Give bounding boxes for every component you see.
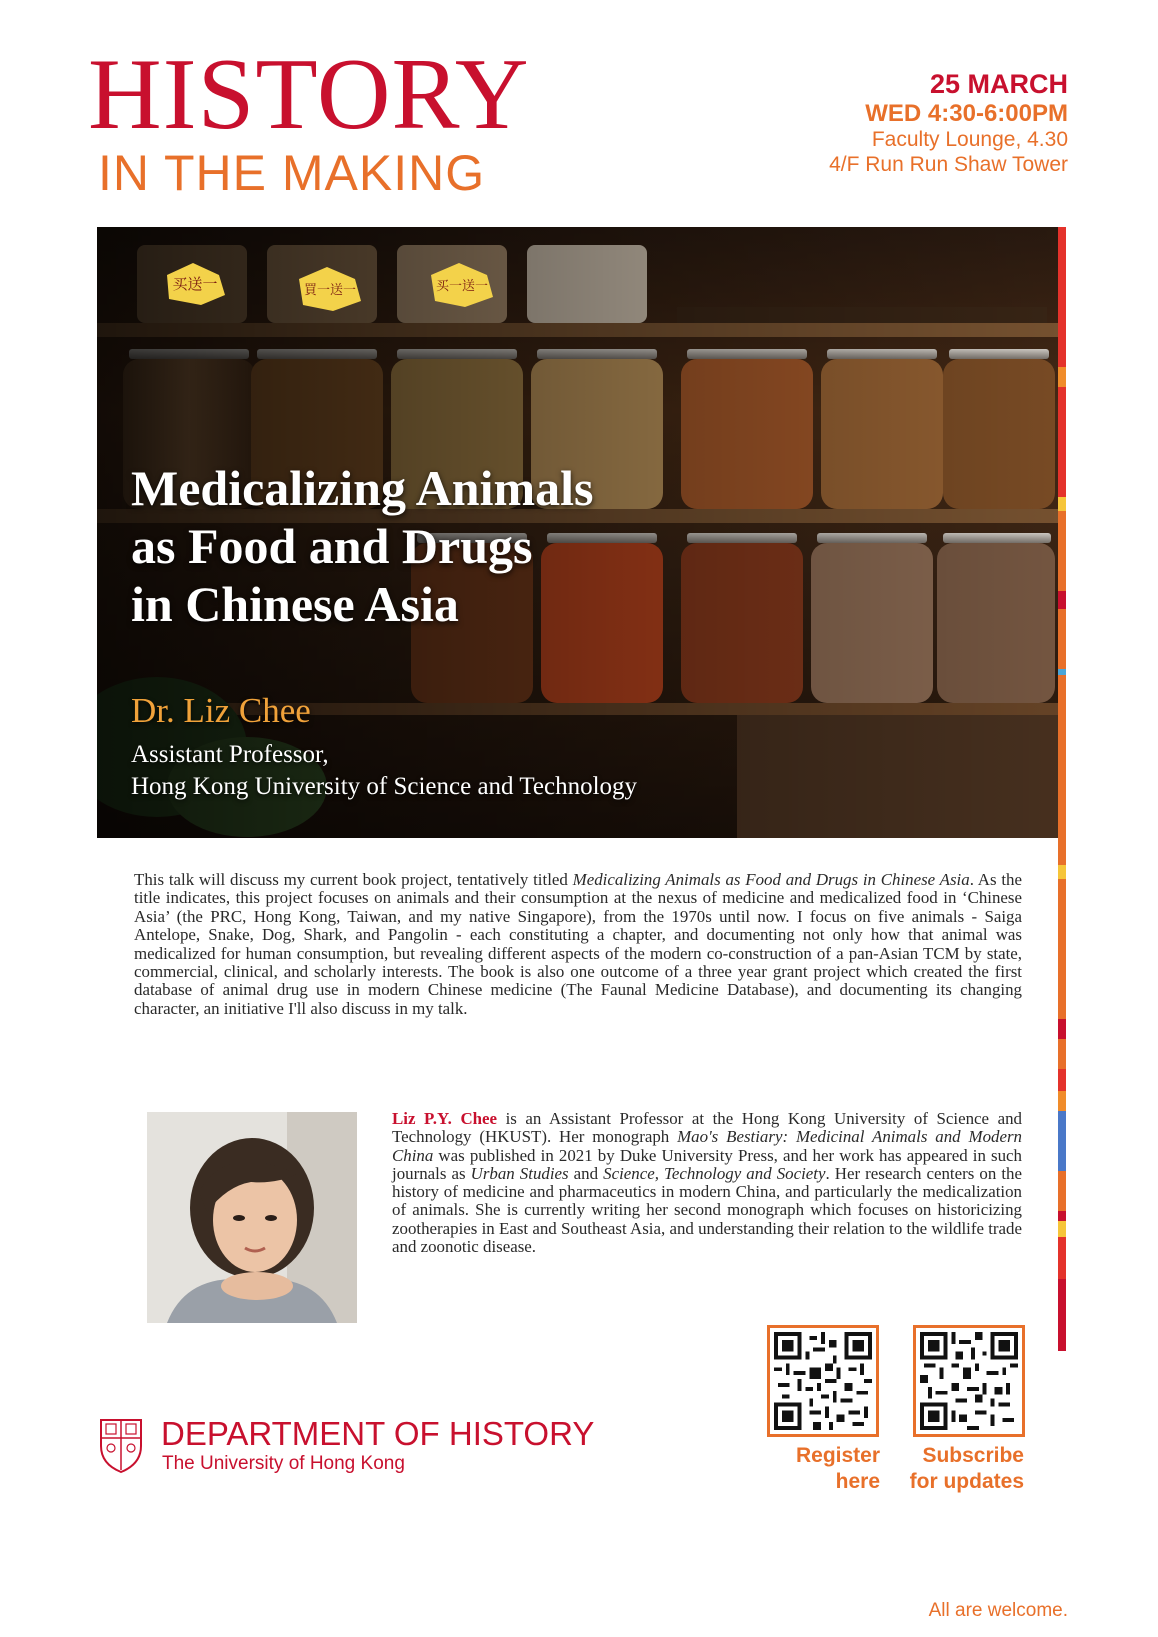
abstract-intro: This talk will discuss my current book project, tentatively titled bbox=[134, 870, 573, 889]
event-venue-line1: Faculty Lounge, 4.30 bbox=[871, 128, 1068, 152]
speaker-photo bbox=[147, 1112, 357, 1323]
qr-code-icon bbox=[774, 1332, 872, 1430]
bio-text-3: and bbox=[568, 1163, 604, 1183]
bio-journal-1: Urban Studies bbox=[470, 1163, 569, 1183]
department-name: DEPARTMENT OF HISTORY bbox=[161, 1415, 595, 1452]
speaker-bio bbox=[392, 1110, 1022, 1256]
event-date: 25 MARCH bbox=[929, 69, 1068, 99]
sign-1: 买送一 bbox=[172, 275, 218, 293]
abstract-book-title: Medicalizing Animals as Food and Drugs in Chinese Asia bbox=[572, 870, 970, 889]
bio-name: Liz P.Y. Chee bbox=[392, 1109, 498, 1128]
register-label-line1: Register bbox=[795, 1444, 880, 1467]
series-title: HISTORY bbox=[88, 38, 530, 151]
event-info bbox=[829, 70, 1068, 178]
bio-book-title: Mao's Bestiary: Medicinal Animals and Modern China bbox=[392, 1127, 1022, 1165]
bio-text-1: is an Assistant Professor at the Hong Kong University of Science and Technology (HKUST). Her monograph bbox=[392, 1109, 1022, 1147]
register-link[interactable] bbox=[796, 1443, 880, 1495]
bio-text-2: was published in 2021 by Duke University Press, and her work has appeared in such journals as bbox=[392, 1145, 1022, 1183]
subscribe-label-line2: for updates bbox=[909, 1470, 1024, 1493]
talk-title bbox=[131, 459, 594, 633]
qr-code-icon bbox=[920, 1332, 1018, 1430]
subscribe-link[interactable] bbox=[910, 1443, 1024, 1495]
event-time: WED 4:30-6:00PM bbox=[865, 99, 1068, 127]
register-qr-code[interactable] bbox=[767, 1325, 879, 1437]
sign-2: 買一送一 bbox=[303, 283, 357, 298]
welcome-note: All are welcome. bbox=[928, 1600, 1068, 1621]
register-label-line2: here bbox=[835, 1470, 880, 1493]
bio-text-4: . Her research centers on the history of medicine and pharmaceutics in modern China, and particularly the medicalization of animals. She is currently writing her second monograph which focuses on historicizing zootherapies in East and Southeast Asia, and understanding their relation to the wildlife trade and zoonotic disease. bbox=[392, 1163, 1022, 1257]
sign-3: 买一送一 bbox=[435, 279, 489, 294]
event-venue-line2: 4/F Run Run Shaw Tower bbox=[829, 153, 1068, 177]
speaker-role bbox=[131, 739, 637, 803]
speaker-role-line2: Hong Kong University of Science and Technology bbox=[131, 773, 638, 800]
university-crest-icon bbox=[97, 1416, 145, 1474]
accent-strip bbox=[1058, 227, 1066, 1351]
abstract bbox=[134, 871, 1022, 1018]
speaker-role-line1: Assistant Professor, bbox=[131, 741, 329, 768]
talk-title-line2: as Food and Drugs bbox=[131, 518, 533, 574]
hero-banner bbox=[97, 227, 1058, 838]
series-subtitle: IN THE MAKING bbox=[98, 145, 486, 201]
speaker-name: Dr. Liz Chee bbox=[131, 691, 311, 730]
talk-title-line3: in Chinese Asia bbox=[131, 576, 459, 632]
university-name: The University of Hong Kong bbox=[162, 1453, 405, 1474]
abstract-body: . As the title indicates, this project focuses on animals and their consumption at the nexus of medicine and medicalized food in ‘Chinese Asia’ (the PRC, Hong Kong, Taiwan, and my native Singapore), from the 1970s until now. I focus on five animals - Saiga Antelope, Snake, Dog, Shark, and Pangolin - each constituting a chapter, and documenting not only how that animal was medicalized for human consumption, but revealing different aspects of the modern co-construction of a pan-Asian TCM by state, commercial, clinical, and scholarly interests. The book is also one outcome of a three year grant project which created the first database of animal drug use in modern Chinese medicine (The Faunal Medicine Database), and documenting its changing character, an initiative I'll also discuss in my talk. bbox=[134, 870, 1022, 1018]
talk-title-line1: Medicalizing Animals bbox=[131, 460, 594, 516]
subscribe-qr-code[interactable] bbox=[913, 1325, 1025, 1437]
bio-journal-2: Science, Technology and Society bbox=[603, 1163, 826, 1183]
subscribe-label-line1: Subscribe bbox=[922, 1444, 1024, 1467]
